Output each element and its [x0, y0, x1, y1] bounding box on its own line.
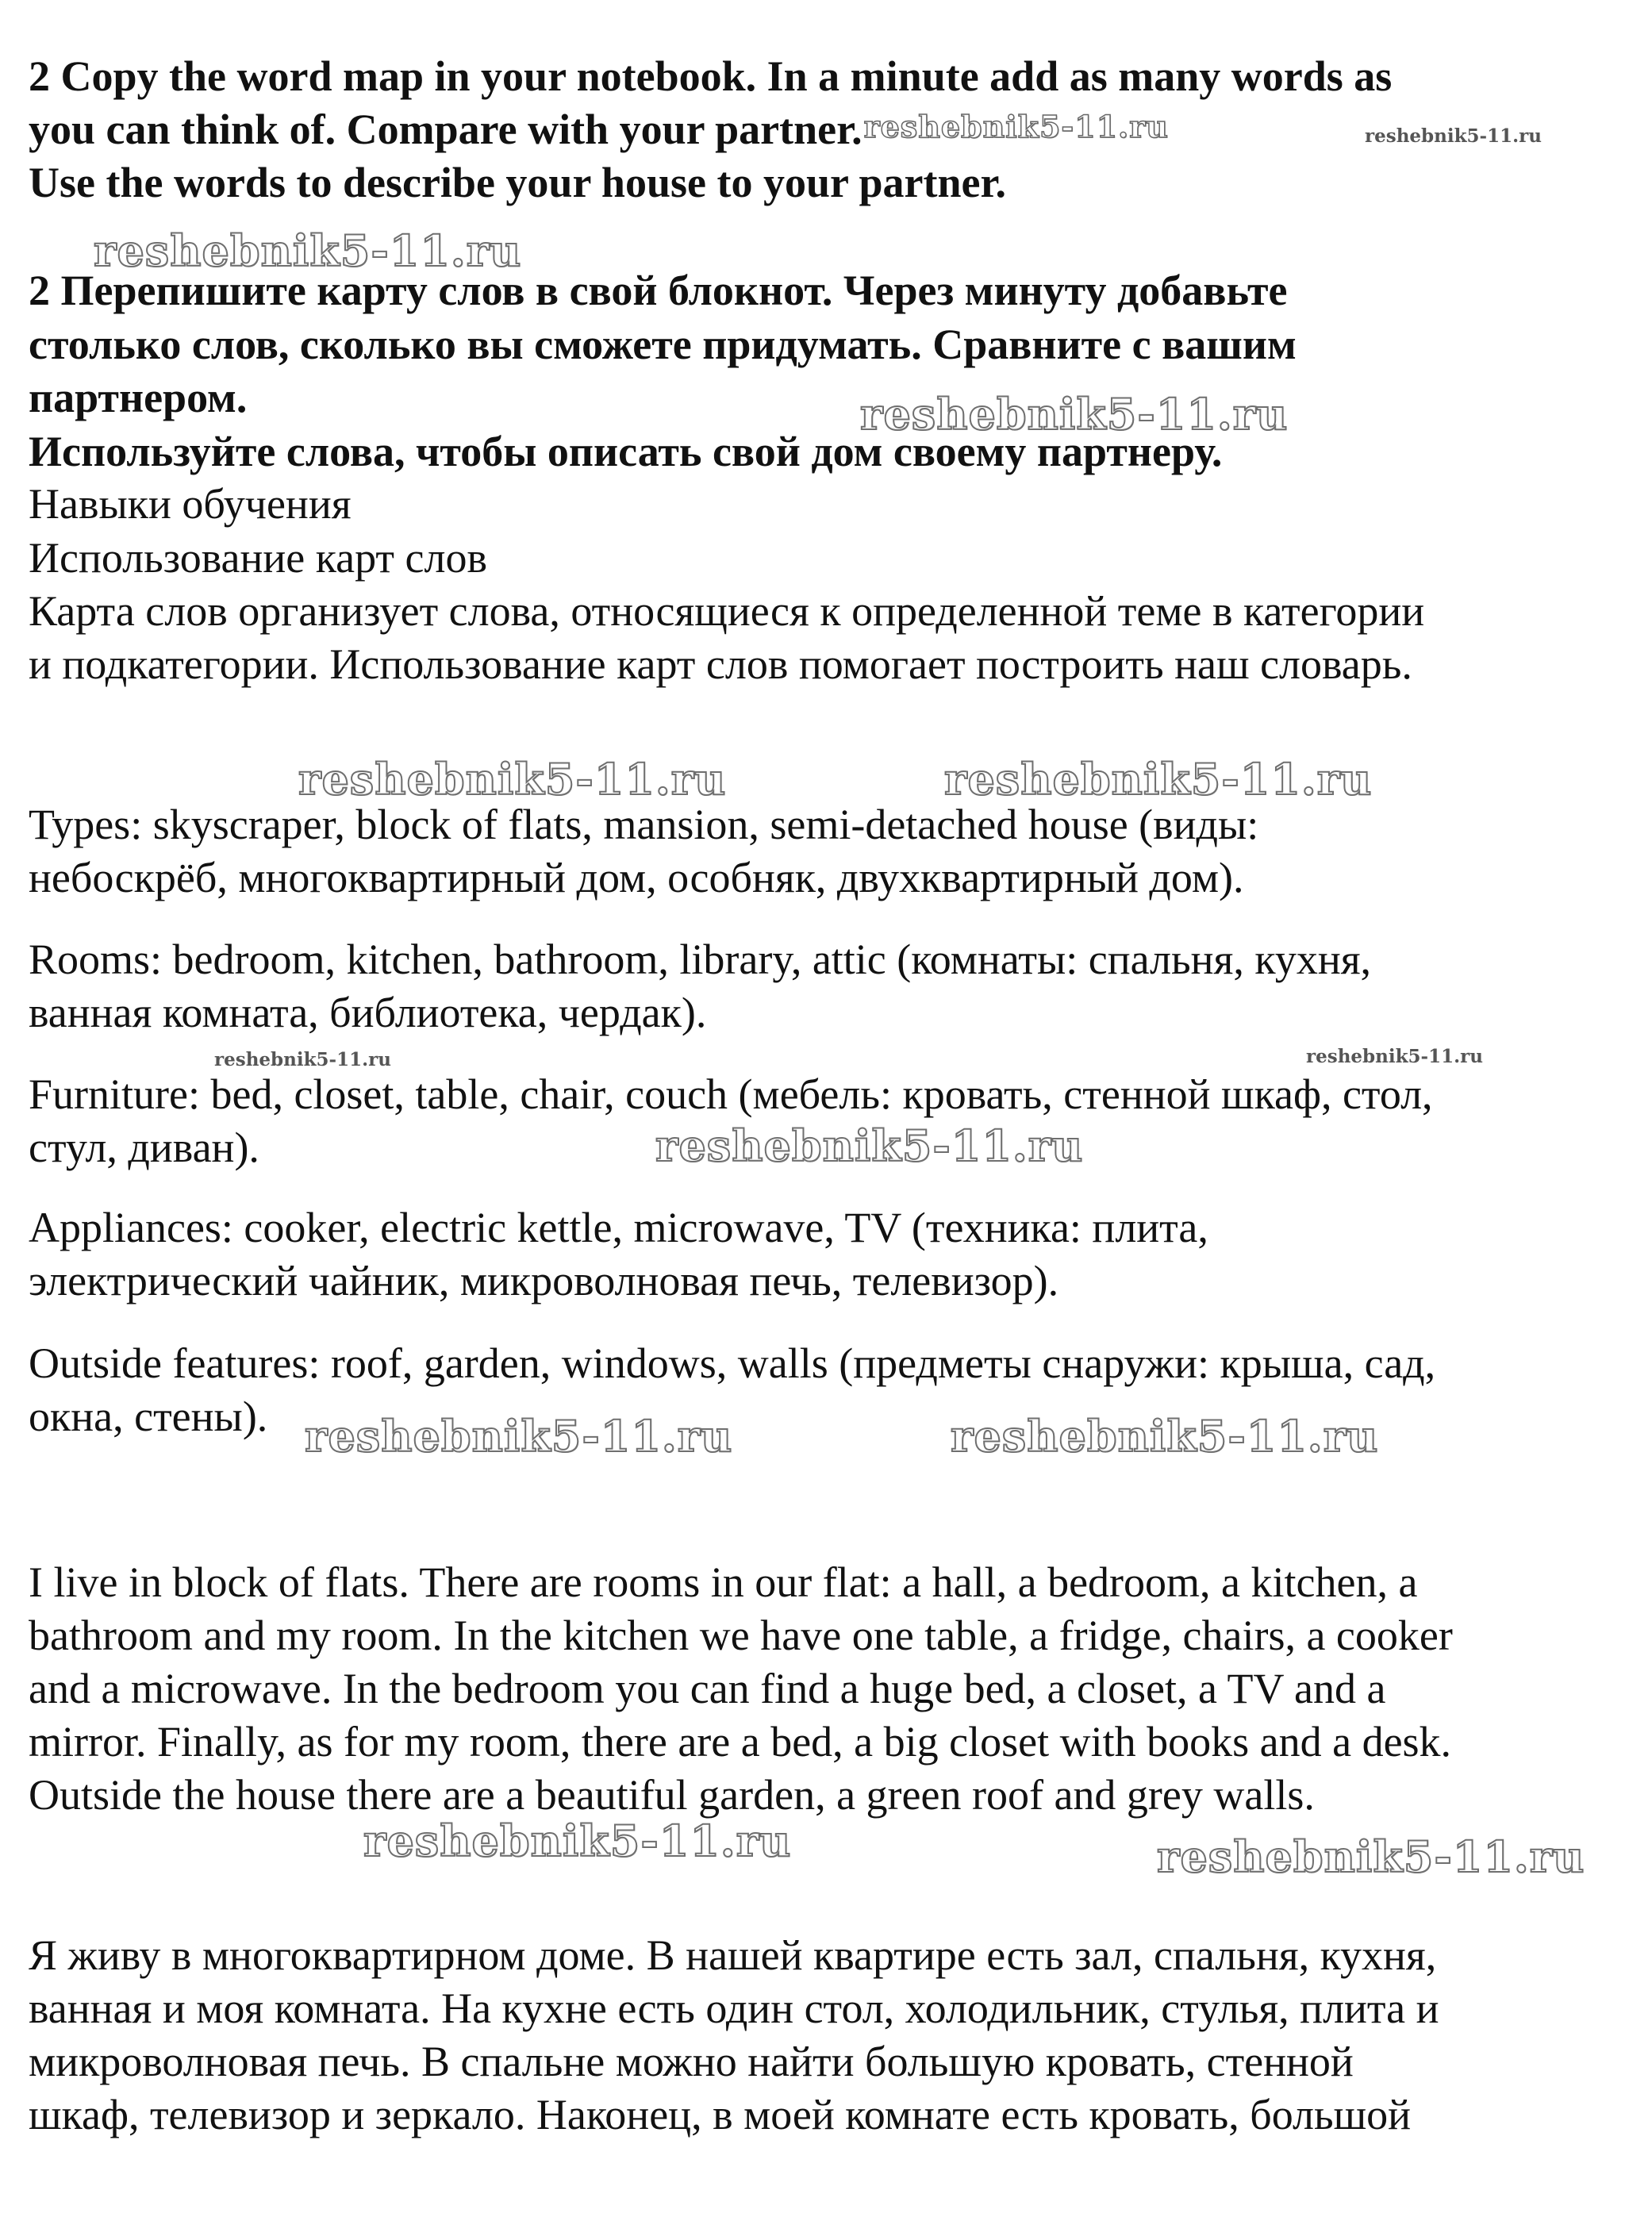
story-en-line-3: and a microwave. In the bedroom you can find a huge bed, a closet, a TV and a [29, 1665, 1386, 1712]
types-line-1: Types: skyscraper, block of flats, mansion, semi-detached house (виды: [29, 801, 1259, 848]
rooms-line-2: ванная комната, библиотека, чердак). [29, 989, 707, 1036]
skills-text-line-2: и подкатегории. Использование карт слов помогает построить наш словарь. [29, 640, 1412, 688]
skills-heading: Навыки обучения [29, 480, 352, 528]
task-ru-line-2: столько слов, сколько вы сможете придумать. Сравните с вашим [29, 321, 1297, 368]
watermark: reshebnik5-11.ru [951, 1411, 1379, 1462]
task-ru-line-4: Используйте слова, чтобы описать свой дом своему партнеру. [29, 428, 1223, 475]
story-ru-line-4: шкаф, телевизор и зеркало. Наконец, в моей комнате есть кровать, большой [29, 2091, 1412, 2138]
task-en-line-3: Use the words to describe your house to your partner. [29, 159, 1006, 206]
types-line-2: небоскрёб, многоквартирный дом, особняк, двухквартирный дом). [29, 854, 1244, 901]
furniture-line-1: Furniture: bed, closet, table, chair, couch (мебель: кровать, стенной шкаф, стол, [29, 1070, 1433, 1118]
story-ru-line-2: ванная и моя комната. На кухне есть один стол, холодильник, стулья, плита и [29, 1984, 1439, 2032]
watermark: reshebnik5-11.ru [214, 1049, 391, 1070]
watermark: reshebnik5-11.ru [860, 389, 1289, 440]
watermark: reshebnik5-11.ru [944, 754, 1373, 805]
story-ru-line-3: микроволновая печь. В спальне можно найти большую кровать, стенной [29, 2038, 1354, 2085]
story-en-line-1: I live in block of flats. There are rooms in our flat: a hall, a bedroom, a kitchen, a [29, 1558, 1418, 1606]
skills-subheading: Использование карт слов [29, 534, 487, 582]
story-en-line-4: mirror. Finally, as for my room, there are a bed, a big closet with books and a desk. [29, 1718, 1452, 1765]
watermark: reshebnik5-11.ru [1306, 1046, 1483, 1067]
skills-text-line-1: Карта слов организует слова, относящиеся к определенной теме в категории [29, 587, 1425, 635]
task-ru-line-1: 2 Перепишите карту слов в свой блокнот. Через минуту добавьте [29, 267, 1288, 314]
rooms-line-1: Rooms: bedroom, kitchen, bathroom, library, attic (комнаты: спальня, кухня, [29, 936, 1372, 983]
appliances-line-2: электрический чайник, микроволновая печь, телевизор). [29, 1257, 1059, 1304]
watermark: reshebnik5-11.ru [305, 1411, 733, 1462]
watermark: reshebnik5-11.ru [655, 1120, 1084, 1171]
appliances-line-1: Appliances: cooker, electric kettle, microwave, TV (техника: плита, [29, 1204, 1208, 1251]
furniture-line-2: стул, диван). [29, 1124, 259, 1171]
task-en-line-2: you can think of. Compare with your partner.reshebnik5-11.ru [29, 106, 1169, 153]
outside-line-2: окна, стены). [29, 1393, 268, 1440]
watermark: reshebnik5-11.ru [94, 225, 522, 276]
watermark: reshebnik5-11.ru [298, 754, 727, 805]
outside-line-1: Outside features: roof, garden, windows, walls (предметы снаружи: крыша, сад, [29, 1339, 1436, 1387]
watermark: reshebnik5-11.ru [863, 109, 1169, 144]
story-ru-line-1: Я живу в многоквартирном доме. В нашей квартире есть зал, спальня, кухня, [29, 1931, 1437, 1979]
story-en-line-2: bathroom and my room. In the kitchen we have one table, a fridge, chairs, a cooker [29, 1612, 1453, 1659]
story-en-line-5: Outside the house there are a beautiful garden, a green roof and grey walls. [29, 1771, 1315, 1819]
task-en-line-1: 2 Copy the word map in your notebook. In a minute add as many words as [29, 52, 1393, 100]
watermark: reshebnik5-11.ru [1157, 1831, 1585, 1882]
task-ru-line-3: партнером. [29, 374, 248, 421]
watermark: reshebnik5-11.ru [1365, 125, 1542, 147]
watermark: reshebnik5-11.ru [363, 1815, 792, 1866]
